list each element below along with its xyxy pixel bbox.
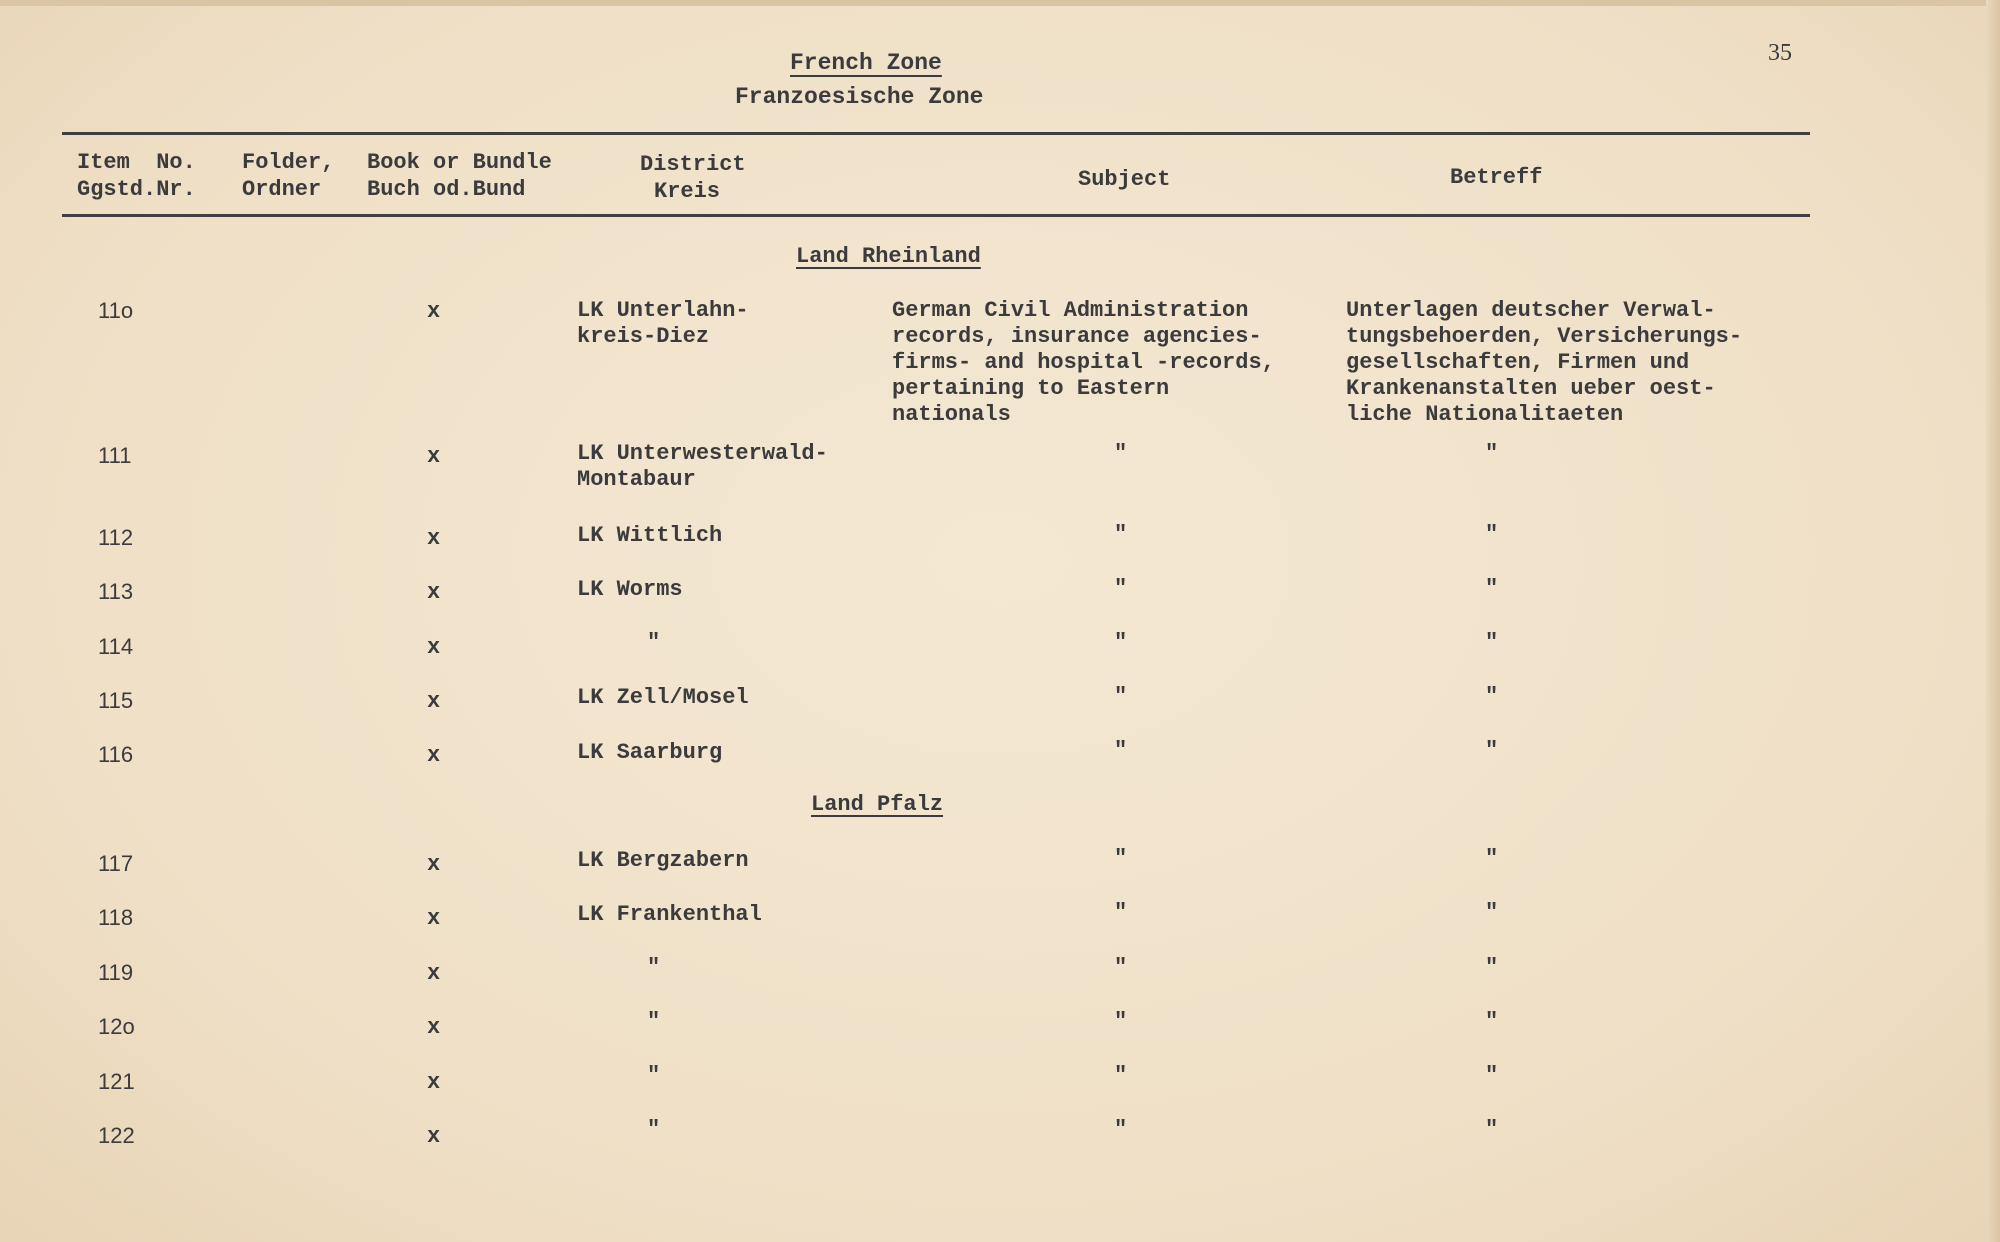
district-ditto: " (647, 1117, 661, 1142)
betreff-line: liche Nationalitaeten (1346, 402, 1624, 427)
betreff-ditto: " (1485, 522, 1499, 547)
district-cell: LK Bergzabern (577, 848, 749, 873)
book-mark: x (427, 1124, 441, 1149)
page-edge-right (1986, 0, 2000, 1242)
page-edge-top (0, 0, 2000, 6)
subject-ditto: " (1114, 576, 1128, 601)
header-book-en: Book or Bundle (367, 150, 552, 175)
header-bottom-rule (62, 214, 1810, 217)
header-book-de: Buch od.Bund (367, 177, 526, 202)
book-mark: x (427, 1015, 441, 1040)
book-mark: x (427, 961, 441, 986)
book-mark: x (427, 526, 441, 551)
book-mark: x (427, 580, 441, 605)
header-subject: Subject (1078, 167, 1171, 192)
subject-line: pertaining to Eastern (892, 376, 1170, 401)
book-mark: x (427, 689, 441, 714)
section-land-pfalz: Land Pfalz (811, 792, 944, 817)
betreff-ditto: " (1485, 576, 1499, 601)
betreff-ditto: " (1485, 1009, 1499, 1034)
header-district (640, 151, 746, 205)
book-mark: x (427, 444, 441, 469)
district-cell: LK Wittlich (577, 523, 723, 548)
subject-line: records, insurance agencies- (892, 324, 1262, 349)
subject-line: German Civil Administration (892, 298, 1249, 323)
title-franzoesische-zone: Franzoesische Zone (735, 84, 984, 110)
item-number: 11o (98, 298, 134, 323)
district-line: Montabaur (577, 467, 696, 492)
section-land-rheinland: Land Rheinland (796, 244, 981, 269)
betreff-ditto: " (1485, 630, 1499, 655)
district-cell: LK Frankenthal (577, 902, 762, 927)
header-folder (242, 149, 334, 203)
district-cell: LK Saarburg (577, 740, 723, 765)
betreff-ditto: " (1485, 1063, 1499, 1088)
book-mark: x (427, 635, 441, 660)
subject-ditto: " (1114, 900, 1128, 925)
district-cell (577, 441, 828, 493)
item-number: 122 (98, 1123, 135, 1148)
subject-ditto: " (1114, 1117, 1128, 1142)
district-ditto: " (647, 955, 661, 980)
header-district-en: District (640, 152, 746, 177)
subject-ditto: " (1114, 1009, 1128, 1034)
header-item-no-de: Ggstd.Nr. (77, 177, 196, 202)
betreff-ditto: " (1485, 441, 1499, 466)
district-cell: LK Worms (577, 577, 683, 602)
book-mark: x (427, 852, 441, 877)
subject-cell (892, 298, 1275, 428)
item-number: 12o (98, 1014, 135, 1039)
header-item-no-en: Item No. (77, 150, 196, 175)
district-line: kreis-Diez (577, 324, 710, 349)
subject-ditto: " (1114, 684, 1128, 709)
header-betreff: Betreff (1450, 165, 1543, 190)
betreff-ditto: " (1485, 684, 1499, 709)
title-french-zone: French Zone (790, 50, 942, 76)
item-number: 112 (98, 525, 134, 550)
book-mark: x (427, 1070, 441, 1095)
subject-line: firms- and hospital -records, (892, 350, 1275, 375)
betreff-ditto: " (1485, 955, 1499, 980)
district-ditto: " (647, 1063, 661, 1088)
betreff-line: gesellschaften, Firmen und (1346, 350, 1690, 375)
item-number: 121 (98, 1069, 135, 1094)
subject-ditto: " (1114, 441, 1128, 466)
betreff-ditto: " (1485, 738, 1499, 763)
subject-ditto: " (1114, 846, 1128, 871)
subject-ditto: " (1114, 522, 1128, 547)
subject-line: nationals (892, 402, 1011, 427)
betreff-line: Unterlagen deutscher Verwal- (1346, 298, 1716, 323)
betreff-line: tungsbehoerden, Versicherungs- (1346, 324, 1743, 349)
district-cell (577, 298, 749, 350)
book-mark: x (427, 906, 441, 931)
book-mark: x (427, 299, 441, 324)
subject-ditto: " (1114, 1063, 1128, 1088)
subject-ditto: " (1114, 955, 1128, 980)
item-number: 113 (98, 579, 134, 604)
district-line: LK Unterwesterwald- (577, 441, 828, 466)
header-folder-de: Ordner (242, 177, 322, 202)
header-district-de: Kreis (654, 179, 721, 204)
header-book (367, 149, 552, 203)
header-folder-en: Folder, (242, 150, 335, 175)
item-number: 119 (98, 960, 134, 985)
header-item-no (77, 149, 196, 203)
betreff-ditto: " (1485, 1117, 1499, 1142)
district-ditto: " (647, 1009, 661, 1034)
district-ditto: " (647, 630, 661, 655)
item-number: 114 (98, 634, 134, 659)
subject-ditto: " (1114, 630, 1128, 655)
book-mark: x (427, 743, 441, 768)
item-number: 117 (98, 851, 134, 876)
subject-ditto: " (1114, 738, 1128, 763)
header-top-rule (62, 132, 1810, 135)
page-number: 35 (1768, 40, 1792, 66)
item-number: 118 (98, 905, 134, 930)
betreff-cell (1346, 298, 1742, 428)
district-cell: LK Zell/Mosel (577, 685, 749, 710)
item-number: 115 (98, 688, 134, 713)
district-line: LK Unterlahn- (577, 298, 749, 323)
betreff-ditto: " (1485, 900, 1499, 925)
betreff-line: Krankenanstalten ueber oest- (1346, 376, 1716, 401)
item-number: 111 (98, 443, 132, 468)
betreff-ditto: " (1485, 846, 1499, 871)
item-number: 116 (98, 742, 134, 767)
